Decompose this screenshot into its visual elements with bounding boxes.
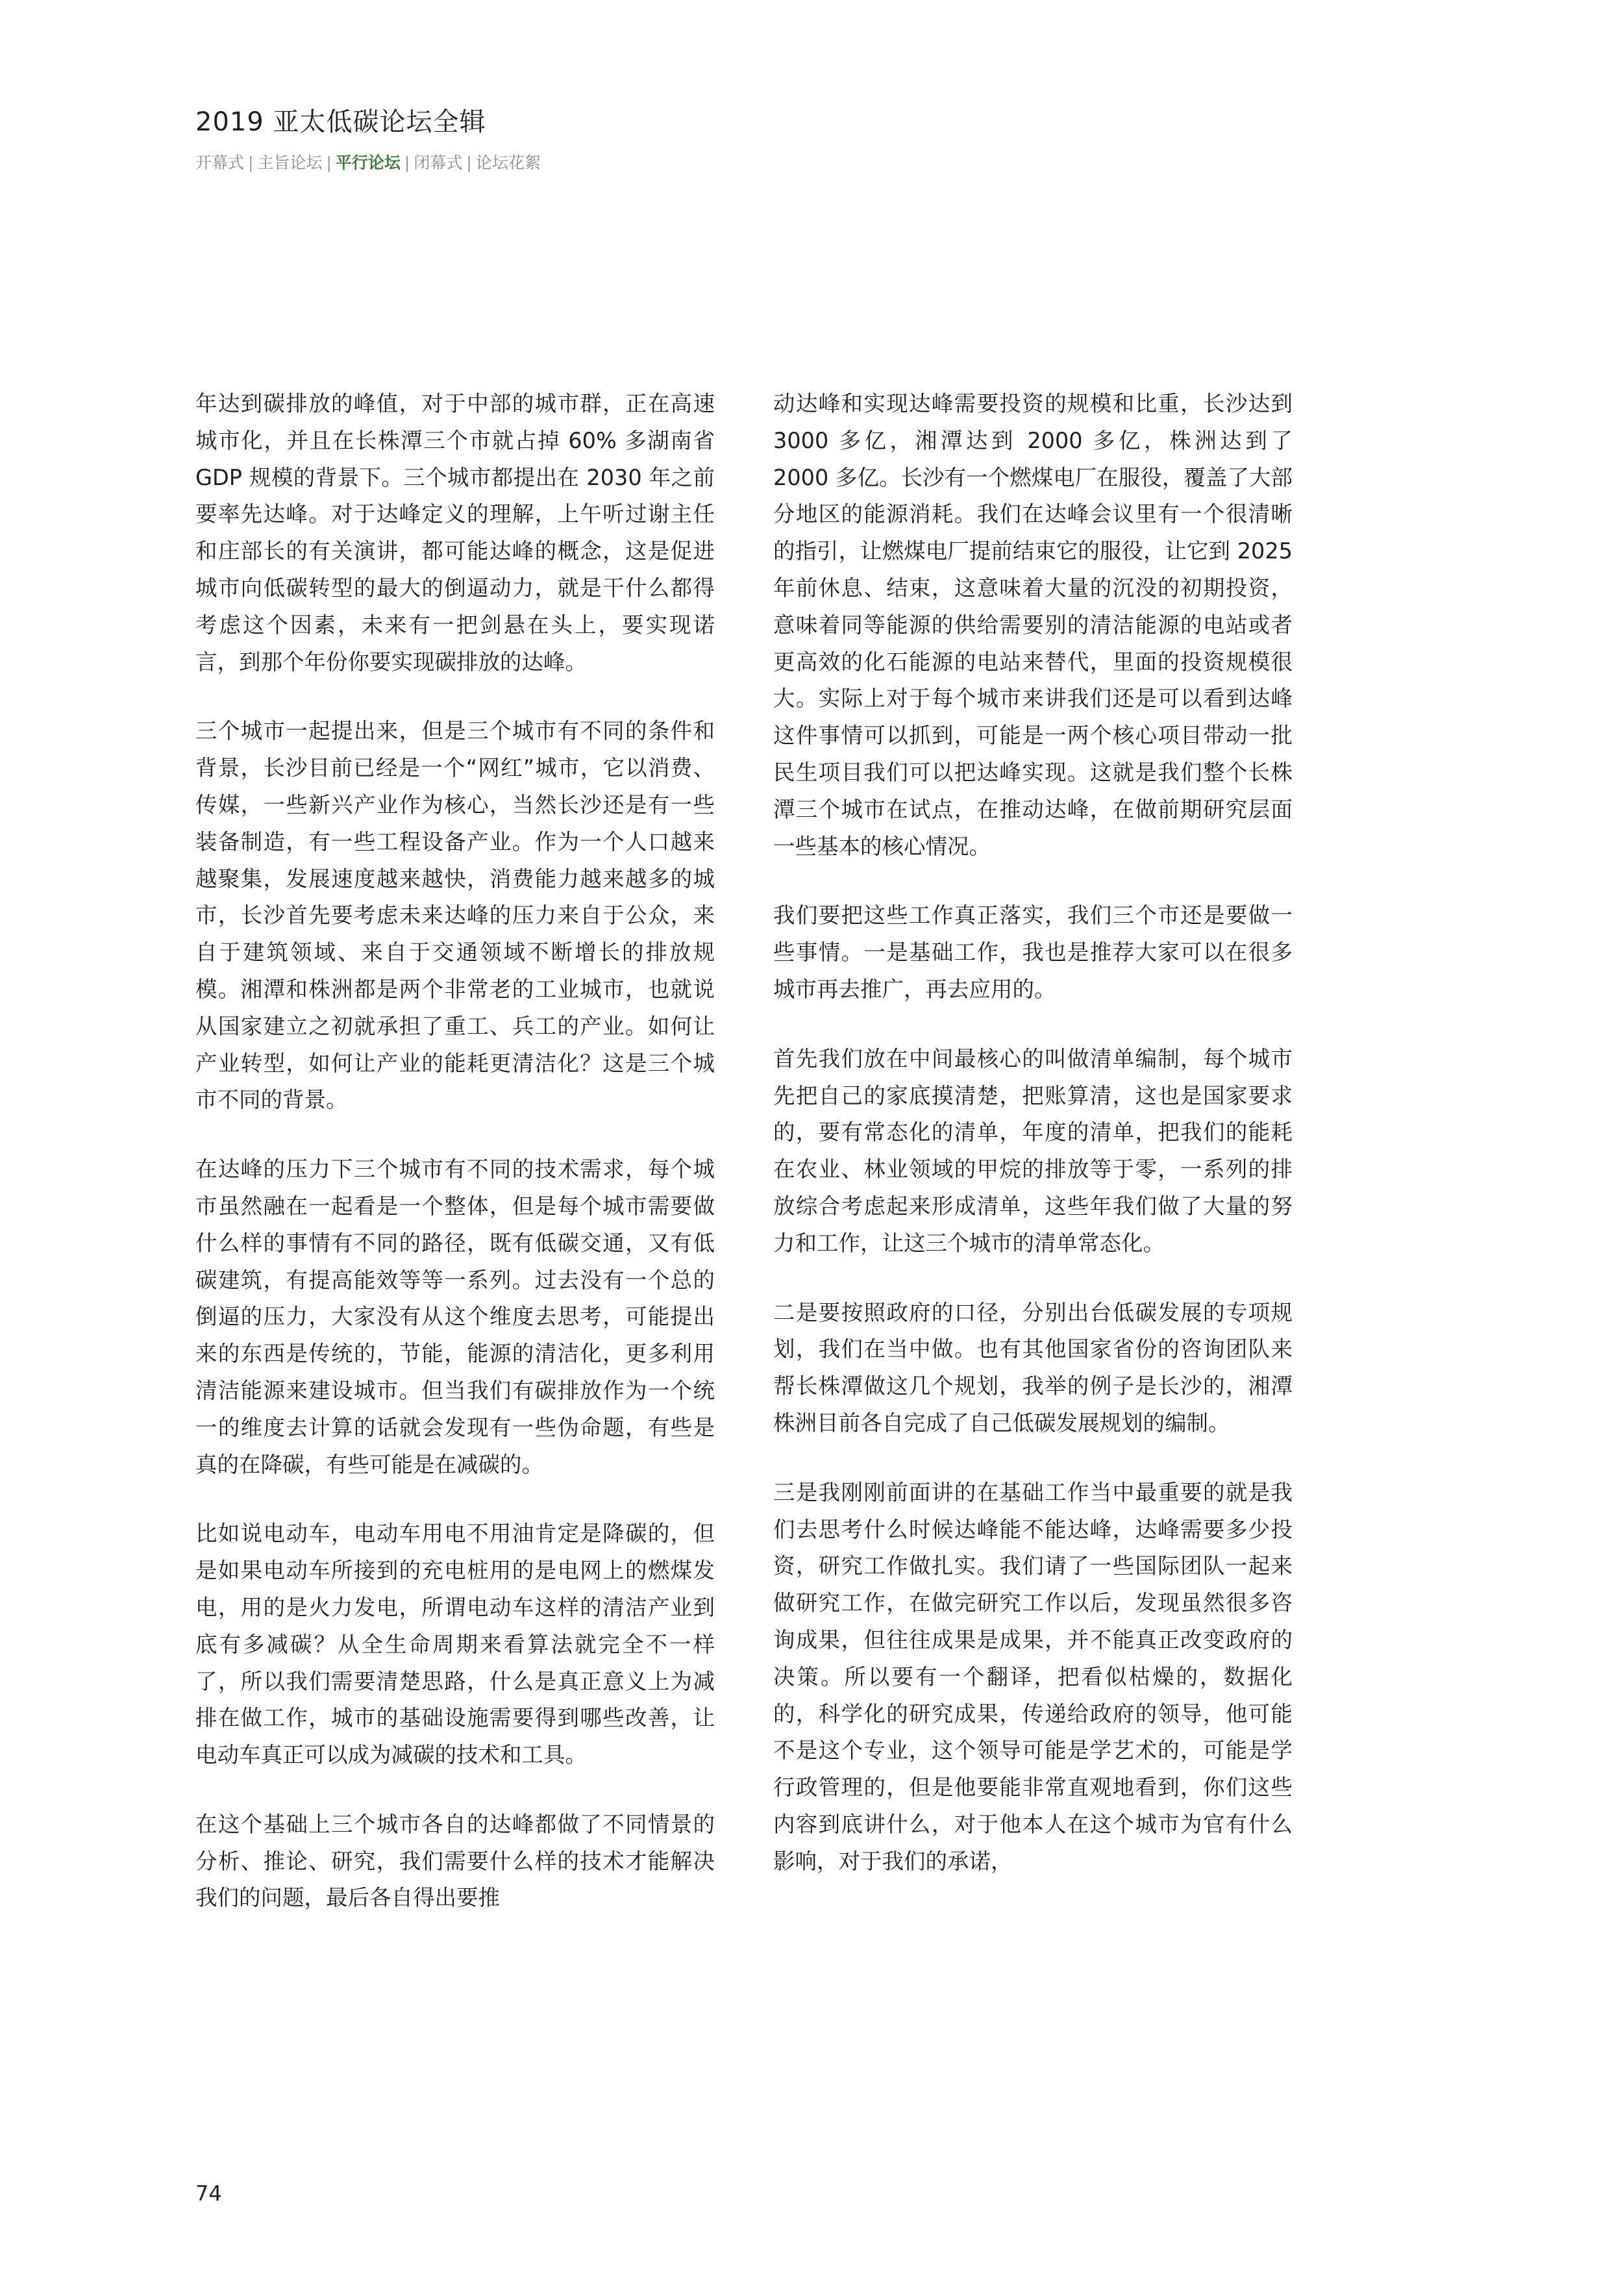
paragraph: 三个城市一起提出来，但是三个城市有不同的条件和背景，长沙目前已经是一个“网红”城市，它以消费、传媒，一些新兴产业作为核心，当然长沙还是有一些装备制造，有一些工程设备产业。作为一个人口越来越聚集，发展速度越来越快，消费能力越来越多的城市，长沙首先要考虑未来达峰的压力来自于公众，来自于建筑领域、来自于交通领域不断增长的排放规模。湘潭和株洲都是两个非常老的工业城市，也就说从国家建立之初就承担了重工、兵工的产业。如何让产业转型，如何让产业的能耗更清洁化？这是三个城市不同的背景。 [195, 718, 715, 1113]
document-title: 2019 亚太低碳论坛全辑 [195, 107, 486, 137]
left-column [195, 386, 715, 1949]
nav-separator: | [326, 153, 332, 172]
paragraph: 比如说电动车，电动车用电不用油肯定是降碳的，但是如果电动车所接到的充电桩用的是电网上的燃煤发电，用的是火力发电，所谓电动车这样的清洁产业到底有多减碳？从全生命周期来看算法就完全不一样了，所以我们需要清楚思路，什么是真正意义上为减排在做工作，城市的基础设施需要得到哪些改善，让电动车真正可以成为减碳的技术和工具。 [195, 1521, 715, 1768]
nav-separator: | [466, 153, 472, 172]
paragraph: 在达峰的压力下三个城市有不同的技术需求，每个城市虽然融在一起看是一个整体，但是每个城市需要做什么样的事情有不同的路径，既有低碳交通，又有低碳建筑，有提高能效等等一系列。过去没有一个总的倒逼的压力，大家没有从这个维度去思考，可能提出来的东西是传统的，节能，能源的清洁化，更多利用清洁能源来建设城市。但当我们有碳排放作为一个统一的维度去计算的话就会发现有一些伪命题，有些是真的在降碳，有些可能是在减碳的。 [195, 1156, 715, 1477]
paragraph: 动达峰和实现达峰需要投资的规模和比重，长沙达到 3000 多亿，湘潭达到 2000 多亿，株洲达到了 2000 多亿。长沙有一个燃煤电厂在服役，覆盖了大部分地区的能源消耗。我们在达峰会议里有一个很清晰的指引，让燃煤电厂提前结束它的服役，让它到 2025 年前休息、结束，这意味着大量的沉没的初期投资，意味着同等能源的供给需要别的清洁能源的电站或者更高效的化石能源的电站来替代，里面的投资规模很大。实际上对于每个城市来讲我们还是可以看到达峰这件事情可以抓到，可能是一两个核心项目带动一批民生项目我们可以把达峰实现。这就是我们整个长株潭三个城市在试点，在推动达峰，在做前期研究层面一些基本的核心情况。 [773, 391, 1293, 859]
nav-item-opening: 开幕式 [195, 153, 245, 172]
paragraph: 首先我们放在中间最核心的叫做清单编制，每个城市先把自己的家底摸清楚，把账算清，这也是国家要求的，要有常态化的清单，年度的清单，把我们的能耗在农业、林业领域的甲烷的排放等于零，一系列的排放综合考虑起来形成清单，这些年我们做了大量的努力和工作，让这三个城市的清单常态化。 [773, 1045, 1293, 1256]
paragraph: 在这个基础上三个城市各自的达峰都做了不同情景的分析、推论、研究，我们需要什么样的技术才能解决我们的问题，最后各自得出要推 [195, 1811, 715, 1911]
page-header [195, 109, 541, 171]
nav-item-closing: 闭幕式 [414, 153, 463, 172]
section-nav [195, 155, 541, 171]
right-column [773, 386, 1293, 1912]
nav-separator: | [404, 153, 410, 172]
paragraph: 二是要按照政府的口径，分别出台低碳发展的专项规划，我们在当中做。也有其他国家省份的咨询团队来帮长株潭做这几个规划，我举的例子是长沙的，湘潭株洲目前各自完成了自己低碳发展规划的编制。 [773, 1299, 1293, 1436]
nav-separator: | [248, 153, 254, 172]
paragraph: 我们要把这些工作真正落实，我们三个市还是要做一些事情。一是基础工作，我也是推荐大家可以在很多城市再去推广，再去应用的。 [773, 903, 1293, 1002]
nav-item-keynote-forum: 主旨论坛 [257, 153, 323, 172]
paragraph: 年达到碳排放的峰值，对于中部的城市群，正在高速城市化，并且在长株潭三个市就占掉 60% 多湖南省 GDP 规模的背景下。三个城市都提出在 2030 年之前要率先达峰。对于达峰定义的理解，上午听过谢主任和庄部长的有关演讲，都可能达峰的概念，这是促进城市向低碳转型的最大的倒逼动力，就是干什么都得考虑这个因素，未来有一把剑悬在头上，要实现诺言，到那个年份你要实现碳排放的达峰。 [195, 391, 715, 675]
nav-item-highlights: 论坛花絮 [475, 153, 541, 172]
page-number: 74 [195, 2181, 222, 2206]
nav-item-parallel-forum: 平行论坛 [335, 153, 401, 172]
paragraph: 三是我刚刚前面讲的在基础工作当中最重要的就是我们去思考什么时候达峰能不能达峰，达峰需要多少投资，研究工作做扎实。我们请了一些国际团队一起来做研究工作，在做完研究工作以后，发现虽然很多咨询成果，但往往成果是成果，并不能真正改变政府的决策。所以要有一个翻译，把看似枯燥的，数据化的，科学化的研究成果，传递给政府的领导，他可能不是这个专业，这个领导可能是学艺术的，可能是学行政管理的，但是他要能非常直观地看到，你们这些内容到底讲什么，对于他本人在这个城市为官有什么影响，对于我们的承诺， [773, 1479, 1293, 1874]
